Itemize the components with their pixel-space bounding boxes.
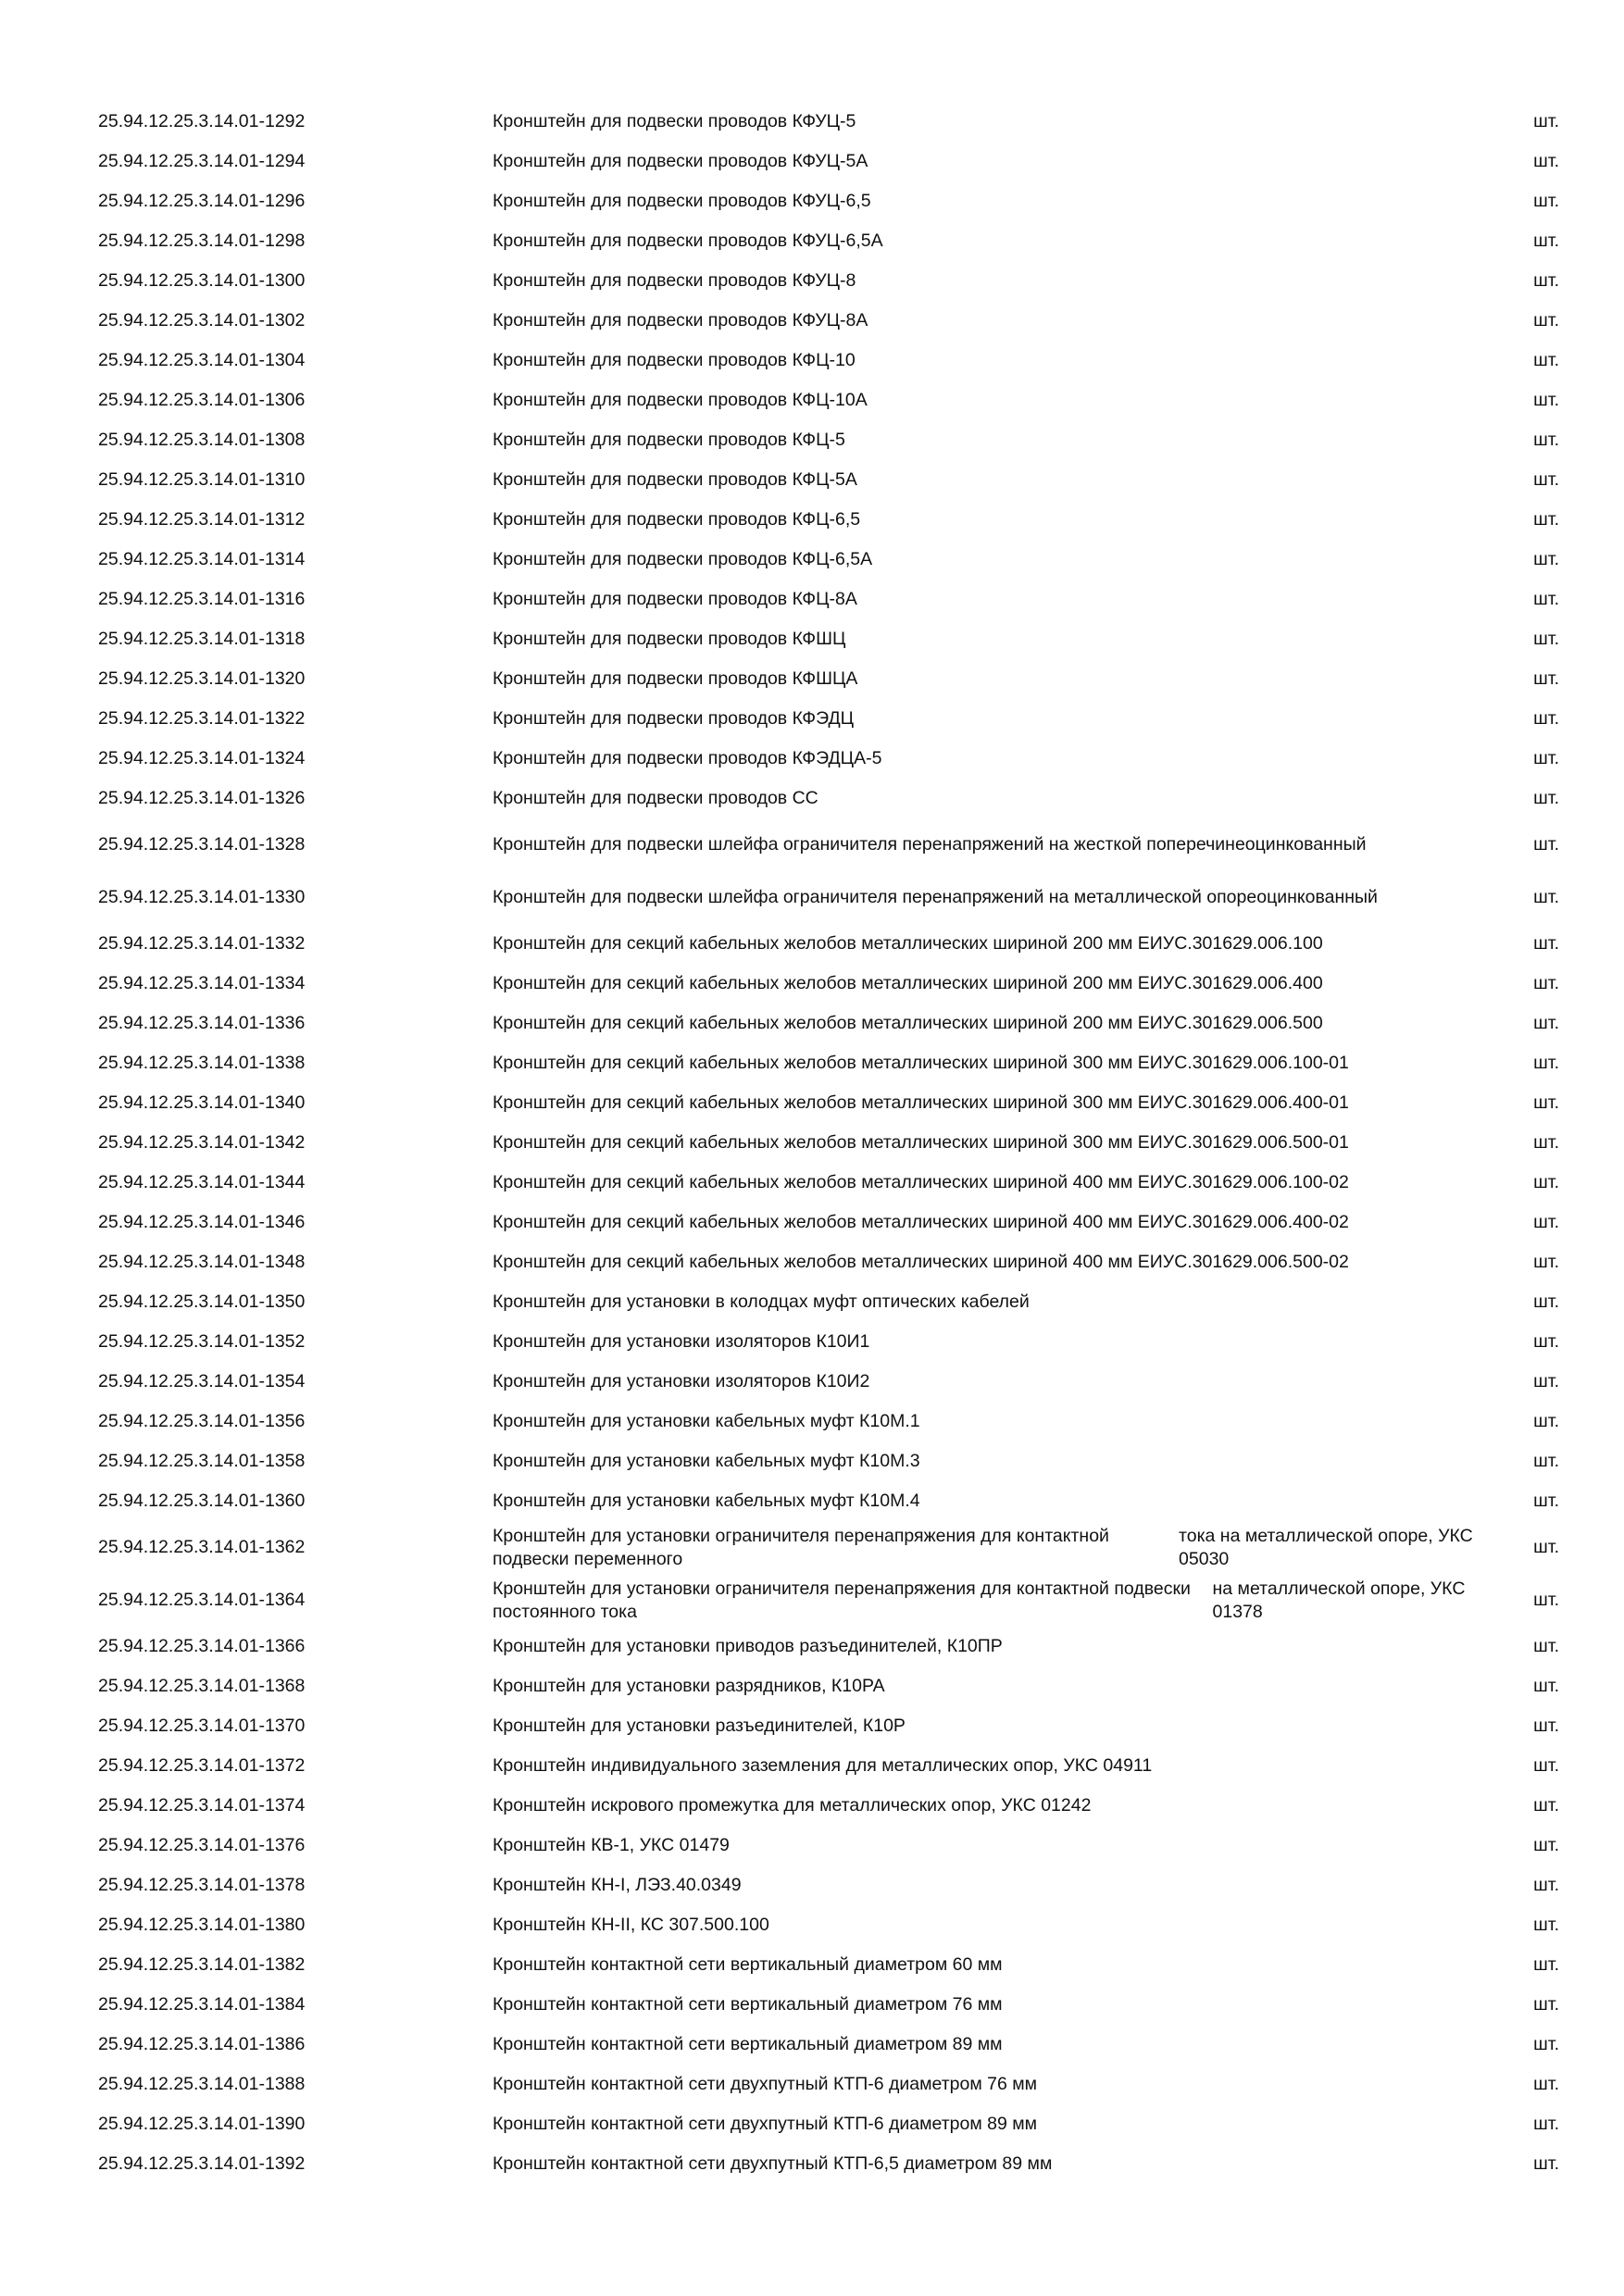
item-code: 25.94.12.25.3.14.01-1302 [98, 310, 306, 331]
item-code: 25.94.12.25.3.14.01-1300 [98, 270, 306, 291]
item-name: Кронштейн для подвески проводов КФУЦ-8 [493, 270, 856, 291]
item-code: 25.94.12.25.3.14.01-1312 [98, 509, 306, 530]
item-unit: шт. [1533, 1755, 1559, 1776]
item-unit: шт. [1533, 1013, 1559, 1033]
item-unit: шт. [1533, 310, 1559, 331]
item-name [493, 818, 1474, 871]
item-name: Кронштейн для подвески проводов СС [493, 788, 818, 808]
item-unit: шт. [1533, 1835, 1559, 1855]
item-code: 25.94.12.25.3.14.01-1386 [98, 2034, 306, 2054]
table-row [0, 964, 1624, 1004]
item-code: 25.94.12.25.3.14.01-1374 [98, 1795, 306, 1816]
item-unit: шт. [1533, 1537, 1559, 1557]
table-row [0, 739, 1624, 779]
item-unit: шт. [1533, 2114, 1559, 2134]
table-row [0, 2104, 1624, 2144]
item-unit: шт. [1533, 1212, 1559, 1232]
item-name: Кронштейн для установки приводов разъединителей, К10ПР [493, 1636, 1003, 1656]
item-name: Кронштейн для подвески проводов КФШЦ [493, 629, 846, 649]
table-row [0, 460, 1624, 500]
table-row [0, 779, 1624, 818]
item-name: Кронштейн искрового промежутка для металлических опор, УКС 01242 [493, 1795, 1092, 1816]
table-row [0, 1666, 1624, 1706]
item-code: 25.94.12.25.3.14.01-1358 [98, 1451, 306, 1471]
table-row [0, 381, 1624, 420]
item-code: 25.94.12.25.3.14.01-1340 [98, 1092, 306, 1113]
item-unit: шт. [1533, 1954, 1559, 1975]
item-code: 25.94.12.25.3.14.01-1368 [98, 1676, 306, 1696]
item-name: Кронштейн для установки изоляторов К10И1 [493, 1331, 870, 1352]
item-name: Кронштейн контактной сети двухпутный КТП-6 диаметром 89 мм [493, 2114, 1038, 2134]
item-name: Кронштейн для секций кабельных желобов металлических шириной 400 мм ЕИУС.301629.006.500-02 [493, 1252, 1349, 1272]
item-name-line: Кронштейн для установки ограничителя перенапряжения для контактной подвески переменного [493, 1525, 1109, 1569]
item-code: 25.94.12.25.3.14.01-1320 [98, 668, 306, 689]
item-name-line: тока на металлической опоре, УКС 05030 [1179, 1525, 1473, 1569]
table-row [0, 1627, 1624, 1666]
item-code: 25.94.12.25.3.14.01-1350 [98, 1292, 306, 1312]
catalog-table [0, 102, 1624, 2184]
item-code: 25.94.12.25.3.14.01-1384 [98, 1994, 306, 2015]
item-name: Кронштейн для подвески проводов КФЭДЦ [493, 708, 855, 729]
item-name: Кронштейн для секций кабельных желобов металлических шириной 400 мм ЕИУС.301629.006.100-02 [493, 1172, 1349, 1192]
item-code: 25.94.12.25.3.14.01-1372 [98, 1755, 306, 1776]
table-row [0, 699, 1624, 739]
item-name: Кронштейн контактной сети вертикальный диаметром 60 мм [493, 1954, 1003, 1975]
item-code: 25.94.12.25.3.14.01-1294 [98, 151, 306, 171]
table-row [0, 2065, 1624, 2104]
item-name [493, 1574, 1474, 1627]
table-row [0, 221, 1624, 261]
item-unit: шт. [1533, 668, 1559, 689]
item-code: 25.94.12.25.3.14.01-1306 [98, 390, 306, 410]
item-unit: шт. [1533, 629, 1559, 649]
item-name: Кронштейн КН-I, ЛЭЗ.40.0349 [493, 1875, 742, 1895]
item-name-line: на металлической опоре, УКС 01378 [1212, 1578, 1466, 1622]
item-name: Кронштейн для подвески проводов КФШЦА [493, 668, 858, 689]
item-name [493, 871, 1474, 924]
item-unit: шт. [1533, 887, 1559, 907]
item-name: Кронштейн контактной сети двухпутный КТП-6,5 диаметром 89 мм [493, 2153, 1053, 2174]
item-unit: шт. [1533, 1411, 1559, 1431]
table-row [0, 1746, 1624, 1786]
item-name: Кронштейн КН-II, КС 307.500.100 [493, 1915, 769, 1935]
item-unit: шт. [1533, 1172, 1559, 1192]
item-unit: шт. [1533, 973, 1559, 993]
item-unit: шт. [1533, 151, 1559, 171]
item-code: 25.94.12.25.3.14.01-1376 [98, 1835, 306, 1855]
item-code: 25.94.12.25.3.14.01-1348 [98, 1252, 306, 1272]
table-row [0, 142, 1624, 181]
item-unit: шт. [1533, 509, 1559, 530]
item-name: Кронштейн для подвески проводов КФЦ-10А [493, 390, 868, 410]
table-row [0, 1004, 1624, 1043]
item-name: Кронштейн для подвески проводов КФЦ-10 [493, 350, 856, 370]
table-row [0, 924, 1624, 964]
item-code: 25.94.12.25.3.14.01-1388 [98, 2074, 306, 2094]
table-row [0, 1866, 1624, 1905]
item-unit: шт. [1533, 788, 1559, 808]
item-unit: шт. [1533, 708, 1559, 729]
item-code: 25.94.12.25.3.14.01-1366 [98, 1636, 306, 1656]
item-name: Кронштейн контактной сети двухпутный КТП-6 диаметром 76 мм [493, 2074, 1038, 2094]
item-code: 25.94.12.25.3.14.01-1362 [98, 1537, 306, 1557]
item-name: Кронштейн для подвески проводов КФЦ-5 [493, 430, 845, 450]
item-name: Кронштейн для подвески проводов КФУЦ-8А [493, 310, 868, 331]
item-name: Кронштейн для подвески проводов КФЦ-6,5 [493, 509, 861, 530]
item-code: 25.94.12.25.3.14.01-1342 [98, 1132, 306, 1153]
item-code: 25.94.12.25.3.14.01-1338 [98, 1053, 306, 1073]
table-row [0, 1203, 1624, 1242]
item-unit: шт. [1533, 350, 1559, 370]
item-code: 25.94.12.25.3.14.01-1328 [98, 834, 306, 855]
item-code: 25.94.12.25.3.14.01-1318 [98, 629, 306, 649]
table-row [0, 1282, 1624, 1322]
item-code: 25.94.12.25.3.14.01-1304 [98, 350, 306, 370]
item-name: Кронштейн для подвески проводов КФУЦ-6,5 [493, 191, 871, 211]
table-row [0, 261, 1624, 301]
table-row [0, 1521, 1624, 1574]
table-row [0, 659, 1624, 699]
item-unit: шт. [1533, 1292, 1559, 1312]
table-row [0, 1163, 1624, 1203]
table-row [0, 1441, 1624, 1481]
item-name: Кронштейн для секций кабельных желобов металлических шириной 300 мм ЕИУС.301629.006.500-01 [493, 1132, 1349, 1153]
item-name: Кронштейн для подвески проводов КФЦ-8А [493, 589, 857, 609]
table-row [0, 500, 1624, 540]
item-code: 25.94.12.25.3.14.01-1332 [98, 933, 306, 954]
item-unit: шт. [1533, 270, 1559, 291]
item-unit: шт. [1533, 1092, 1559, 1113]
item-unit: шт. [1533, 2034, 1559, 2054]
item-unit: шт. [1533, 933, 1559, 954]
item-unit: шт. [1533, 834, 1559, 855]
item-code: 25.94.12.25.3.14.01-1310 [98, 469, 306, 490]
item-code: 25.94.12.25.3.14.01-1352 [98, 1331, 306, 1352]
table-row [0, 1123, 1624, 1163]
item-name: Кронштейн для подвески проводов КФУЦ-6,5А [493, 231, 883, 251]
table-row [0, 540, 1624, 580]
item-name: Кронштейн для секций кабельных желобов металлических шириной 200 мм ЕИУС.301629.006.100 [493, 933, 1323, 954]
item-unit: шт. [1533, 1795, 1559, 1816]
item-name: Кронштейн для подвески проводов КФУЦ-5 [493, 111, 856, 131]
item-name: Кронштейн для секций кабельных желобов металлических шириной 400 мм ЕИУС.301629.006.400-02 [493, 1212, 1349, 1232]
item-name: Кронштейн для подвески проводов КФЦ-5А [493, 469, 857, 490]
item-name: Кронштейн для подвески проводов КФУЦ-5А [493, 151, 868, 171]
item-code: 25.94.12.25.3.14.01-1336 [98, 1013, 306, 1033]
item-code: 25.94.12.25.3.14.01-1322 [98, 708, 306, 729]
item-name-line: Кронштейн для подвески шлейфа ограничителя перенапряжений на жесткой поперечине [493, 834, 1245, 855]
table-row [0, 341, 1624, 381]
table-row [0, 1945, 1624, 1985]
item-name: Кронштейн для подвески проводов КФЦ-6,5А [493, 549, 873, 569]
table-row [0, 1242, 1624, 1282]
item-name: Кронштейн индивидуального заземления для металлических опор, УКС 04911 [493, 1755, 1153, 1776]
item-name: Кронштейн для установки в колодцах муфт оптических кабелей [493, 1292, 1030, 1312]
item-unit: шт. [1533, 469, 1559, 490]
table-row [0, 1826, 1624, 1866]
item-unit: шт. [1533, 2153, 1559, 2174]
item-name: Кронштейн КВ-1, УКС 01479 [493, 1835, 730, 1855]
item-name-line: Кронштейн для установки ограничителя перенапряжения для контактной подвески постоянного тока [493, 1578, 1191, 1622]
item-unit: шт. [1533, 1875, 1559, 1895]
item-unit: шт. [1533, 1371, 1559, 1391]
table-row [0, 181, 1624, 221]
item-name: Кронштейн для установки кабельных муфт К10М.4 [493, 1491, 920, 1511]
item-name: Кронштейн для установки кабельных муфт К10М.1 [493, 1411, 920, 1431]
item-code: 25.94.12.25.3.14.01-1330 [98, 887, 306, 907]
item-code: 25.94.12.25.3.14.01-1370 [98, 1716, 306, 1736]
item-name: Кронштейн контактной сети вертикальный диаметром 89 мм [493, 2034, 1003, 2054]
table-row [0, 2025, 1624, 2065]
table-row [0, 1362, 1624, 1402]
table-row [0, 1706, 1624, 1746]
item-code: 25.94.12.25.3.14.01-1364 [98, 1590, 306, 1610]
item-code: 25.94.12.25.3.14.01-1316 [98, 589, 306, 609]
item-name-line: оцинкованный [1244, 834, 1367, 855]
item-name-line: оцинкованный [1256, 887, 1378, 907]
table-row [0, 619, 1624, 659]
table-row [0, 301, 1624, 341]
item-unit: шт. [1533, 1053, 1559, 1073]
table-row [0, 1574, 1624, 1627]
item-code: 25.94.12.25.3.14.01-1344 [98, 1172, 306, 1192]
item-code: 25.94.12.25.3.14.01-1354 [98, 1371, 306, 1391]
item-unit: шт. [1533, 390, 1559, 410]
item-name: Кронштейн для установки разъединителей, К10Р [493, 1716, 906, 1736]
item-code: 25.94.12.25.3.14.01-1390 [98, 2114, 306, 2134]
table-row [0, 580, 1624, 619]
item-code: 25.94.12.25.3.14.01-1296 [98, 191, 306, 211]
table-row [0, 1402, 1624, 1441]
item-name [493, 1521, 1474, 1574]
item-name: Кронштейн для секций кабельных желобов металлических шириной 300 мм ЕИУС.301629.006.100-01 [493, 1053, 1349, 1073]
item-unit: шт. [1533, 1590, 1559, 1610]
item-name: Кронштейн для установки кабельных муфт К10М.3 [493, 1451, 920, 1471]
table-row [0, 420, 1624, 460]
item-code: 25.94.12.25.3.14.01-1292 [98, 111, 306, 131]
table-row [0, 1481, 1624, 1521]
item-name: Кронштейн контактной сети вертикальный диаметром 76 мм [493, 1994, 1003, 2015]
table-row [0, 818, 1624, 871]
item-name: Кронштейн для секций кабельных желобов металлических шириной 300 мм ЕИУС.301629.006.400-01 [493, 1092, 1349, 1113]
item-code: 25.94.12.25.3.14.01-1382 [98, 1954, 306, 1975]
item-unit: шт. [1533, 430, 1559, 450]
table-row [0, 1083, 1624, 1123]
table-row [0, 1043, 1624, 1083]
item-unit: шт. [1533, 589, 1559, 609]
item-unit: шт. [1533, 1491, 1559, 1511]
table-row [0, 1786, 1624, 1826]
item-unit: шт. [1533, 111, 1559, 131]
table-row [0, 1905, 1624, 1945]
item-code: 25.94.12.25.3.14.01-1308 [98, 430, 306, 450]
item-name: Кронштейн для подвески проводов КФЭДЦА-5 [493, 748, 882, 768]
item-code: 25.94.12.25.3.14.01-1378 [98, 1875, 306, 1895]
item-name: Кронштейн для установки разрядников, К10РА [493, 1676, 885, 1696]
item-code: 25.94.12.25.3.14.01-1380 [98, 1915, 306, 1935]
item-code: 25.94.12.25.3.14.01-1334 [98, 973, 306, 993]
item-name: Кронштейн для секций кабельных желобов металлических шириной 200 мм ЕИУС.301629.006.400 [493, 973, 1323, 993]
item-unit: шт. [1533, 1676, 1559, 1696]
item-code: 25.94.12.25.3.14.01-1346 [98, 1212, 306, 1232]
item-unit: шт. [1533, 191, 1559, 211]
item-code: 25.94.12.25.3.14.01-1298 [98, 231, 306, 251]
item-code: 25.94.12.25.3.14.01-1360 [98, 1491, 306, 1511]
table-row [0, 1985, 1624, 2025]
item-code: 25.94.12.25.3.14.01-1326 [98, 788, 306, 808]
table-row [0, 871, 1624, 924]
table-row [0, 102, 1624, 142]
item-unit: шт. [1533, 1451, 1559, 1471]
item-unit: шт. [1533, 1331, 1559, 1352]
item-unit: шт. [1533, 1994, 1559, 2015]
item-unit: шт. [1533, 1716, 1559, 1736]
item-unit: шт. [1533, 748, 1559, 768]
item-name: Кронштейн для установки изоляторов К10И2 [493, 1371, 870, 1391]
table-row [0, 1322, 1624, 1362]
item-unit: шт. [1533, 231, 1559, 251]
item-unit: шт. [1533, 1915, 1559, 1935]
item-code: 25.94.12.25.3.14.01-1314 [98, 549, 306, 569]
item-code: 25.94.12.25.3.14.01-1356 [98, 1411, 306, 1431]
item-unit: шт. [1533, 1252, 1559, 1272]
item-unit: шт. [1533, 2074, 1559, 2094]
item-unit: шт. [1533, 1636, 1559, 1656]
item-unit: шт. [1533, 549, 1559, 569]
item-code: 25.94.12.25.3.14.01-1392 [98, 2153, 306, 2174]
item-code: 25.94.12.25.3.14.01-1324 [98, 748, 306, 768]
item-name-line: Кронштейн для подвески шлейфа ограничителя перенапряжений на металлической опоре [493, 887, 1257, 907]
item-name: Кронштейн для секций кабельных желобов металлических шириной 200 мм ЕИУС.301629.006.500 [493, 1013, 1323, 1033]
table-row [0, 2144, 1624, 2184]
item-unit: шт. [1533, 1132, 1559, 1153]
